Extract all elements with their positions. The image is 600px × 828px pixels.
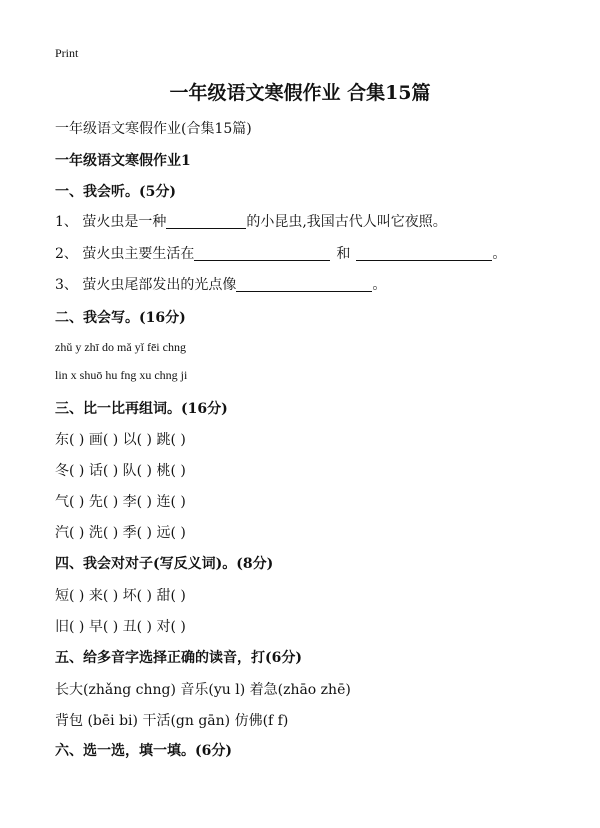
question-1-prefix: 1、 萤火虫是一种 xyxy=(55,214,167,230)
question-1-suffix: 的小昆虫,我国古代人叫它夜照。 xyxy=(246,214,447,230)
answer-blank-2a[interactable] xyxy=(194,246,330,261)
question-3-prefix: 3、 萤火虫尾部发出的光点像 xyxy=(55,277,237,293)
section3-heading: 三、比一比再组词。(16分) xyxy=(55,401,228,417)
compare-row-4: 汽( ) 洗( ) 季( ) 远( ) xyxy=(55,525,186,541)
antonym-row-1: 短( ) 来( ) 坏( ) 甜( ) xyxy=(55,588,186,604)
answer-blank-2b[interactable] xyxy=(356,246,492,261)
question-2-and: 和 xyxy=(336,246,351,262)
print-label: Print xyxy=(55,46,79,60)
homework1-title: 一年级语文寒假作业1 xyxy=(55,153,191,169)
question-3 xyxy=(55,274,386,294)
section6-heading: 六、选一选，填一填。(6分) xyxy=(55,743,232,759)
question-2 xyxy=(55,243,506,263)
question-2-suffix: 。 xyxy=(492,246,507,262)
compare-row-1: 东( ) 画( ) 以( ) 跳( ) xyxy=(55,432,186,448)
compare-row-2: 冬( ) 话( ) 队( ) 桃( ) xyxy=(55,463,186,479)
polyphone-row-2: 背包 (bēi bi) 干活(gn gān) 仿佛(f f) xyxy=(55,713,289,729)
section5-heading: 五、给多音字选择正确的读音，打(6分) xyxy=(55,650,302,666)
antonym-row-2: 旧( ) 早( ) 丑( ) 对( ) xyxy=(55,619,186,635)
page-title: 一年级语文寒假作业 合集15篇 xyxy=(169,82,431,104)
section2-heading: 二、我会写。(16分) xyxy=(55,310,186,326)
subtitle: 一年级语文寒假作业(合集15篇) xyxy=(55,121,252,137)
answer-blank-3[interactable] xyxy=(236,277,372,292)
question-3-suffix: 。 xyxy=(372,277,387,293)
section4-heading: 四、我会对对子(写反义词)。(8分) xyxy=(55,556,274,572)
answer-blank-1[interactable] xyxy=(166,214,246,229)
compare-row-3: 气( ) 先( ) 李( ) 连( ) xyxy=(55,494,186,510)
question-1 xyxy=(55,211,447,231)
polyphone-row-1: 长大(zhǎng chng) 音乐(yu l) 着急(zhāo zhē) xyxy=(55,682,351,698)
section1-heading: 一、我会听。(5分) xyxy=(55,184,176,200)
question-2-prefix: 2、 萤火虫主要生活在 xyxy=(55,246,195,262)
pinyin-row-2: lin x shuō hu fng xu chng ji xyxy=(55,368,188,382)
pinyin-row-1: zhǔ y zhī do mǎ yǐ fēi chng xyxy=(55,340,186,354)
